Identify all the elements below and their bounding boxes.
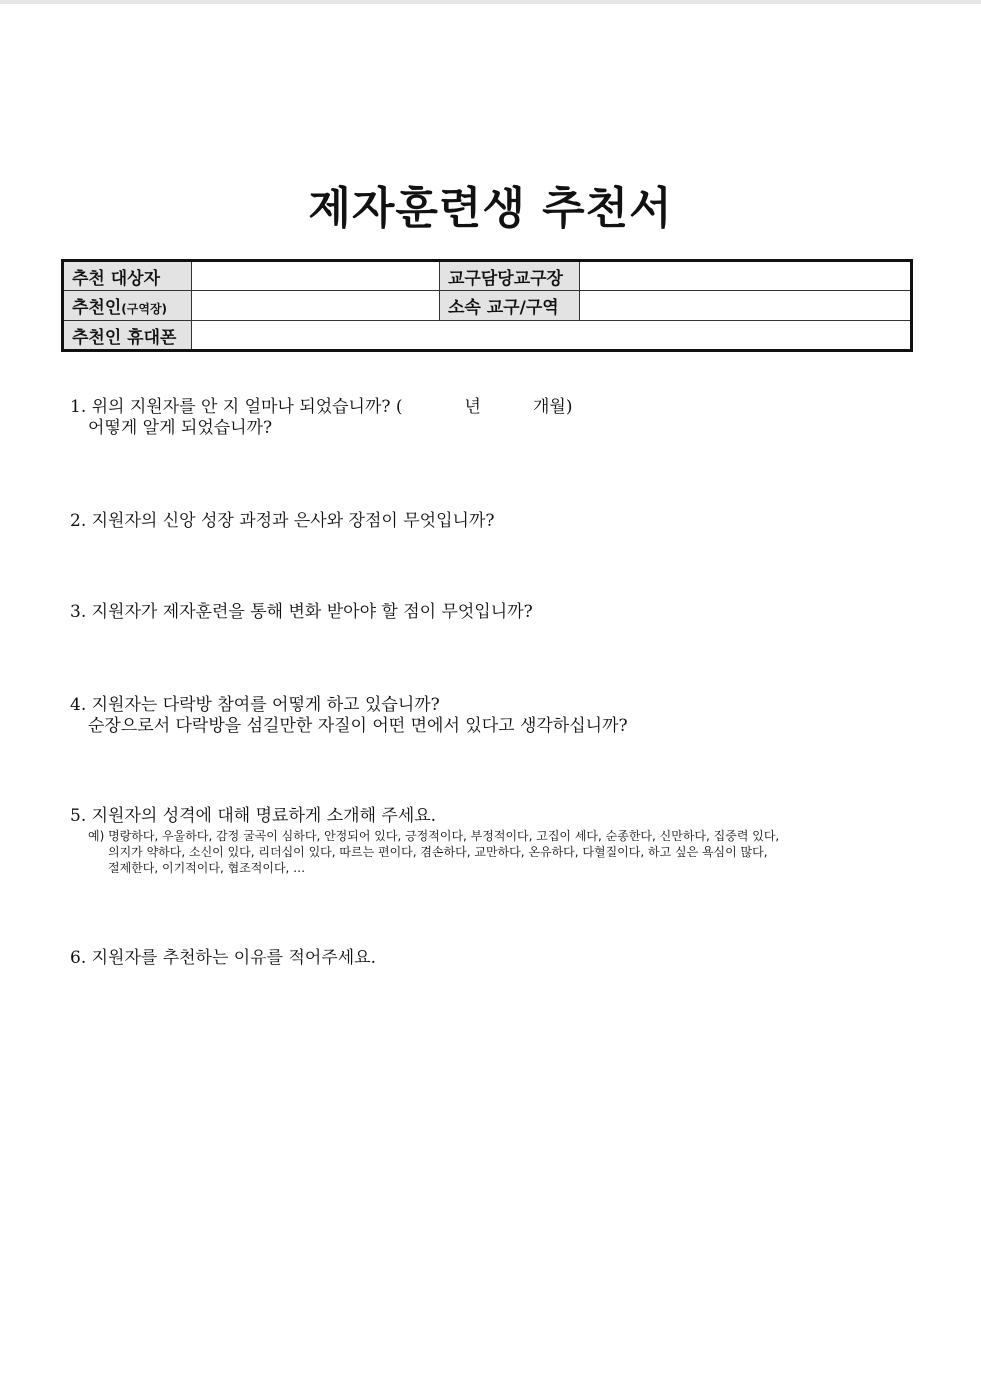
table-row (63, 321, 912, 351)
example-line: 절제한다, 이기적이다, 협조적이다, … (108, 861, 306, 875)
question-1 (70, 397, 930, 439)
question-1-text: 1. 위의 지원자를 안 지 얼마나 되었습니까? ( (70, 397, 403, 417)
month-unit: 개월) (532, 397, 573, 417)
question-3-line1: 3. 지원자가 제자훈련을 통해 변화 받아야 할 점이 무엇입니까? (70, 602, 533, 622)
question-4-line1: 4. 지원자는 다락방 참여를 어떻게 하고 있습니까? (70, 695, 440, 715)
question-6-line1: 6. 지원자를 추천하는 이유를 적어주세요. (70, 948, 376, 968)
year-unit: 년 (464, 397, 481, 417)
label-recommender-main: 추천인 (72, 298, 122, 318)
question-4 (70, 695, 930, 737)
label-recommender-small: (구역장) (121, 302, 168, 316)
table-row (63, 291, 912, 321)
recommender-field[interactable] (192, 291, 440, 321)
question-6 (70, 948, 930, 969)
question-5 (70, 806, 930, 827)
table-row (63, 261, 912, 291)
district-leader-field[interactable] (580, 261, 912, 291)
question-1-line2: 어떻게 알게 되었습니까? (88, 418, 273, 438)
question-2 (70, 511, 930, 532)
question-5-examples (88, 828, 908, 876)
recommendation-info-table (61, 259, 913, 352)
page-title: 제자훈련생 추천서 (308, 183, 673, 234)
label-affiliation: 소속 교구/구역 (440, 291, 580, 321)
question-2-line1: 2. 지원자의 신앙 성장 과정과 은사와 장점이 무엇입니까? (70, 511, 495, 531)
label-recommender-phone: 추천인 휴대폰 (63, 321, 192, 351)
label-recommender (63, 291, 192, 321)
question-3 (70, 602, 930, 623)
affiliation-field[interactable] (580, 291, 912, 321)
label-district-leader: 교구담당교구장 (440, 261, 580, 291)
top-border (0, 0, 981, 4)
example-line: 예) 명랑하다, 우울하다, 감정 굴곡이 심하다, 안정되어 있다, 긍정적이다, 부정적이다, 고집이 세다, 순종한다, 신만하다, 집중력 있다, (88, 829, 780, 843)
recommender-phone-field[interactable] (192, 321, 912, 351)
candidate-field[interactable] (192, 261, 440, 291)
question-1-line1 (70, 397, 930, 418)
label-candidate: 추천 대상자 (63, 261, 192, 291)
question-4-line2: 순장으로서 다락방을 섬길만한 자질이 어떤 면에서 있다고 생각하십니까? (88, 716, 628, 736)
example-line: 의지가 약하다, 소신이 있다, 리더십이 있다, 따르는 편이다, 겸손하다, 교만하다, 온유하다, 다혈질이다, 하고 싶은 욕심이 많다, (108, 845, 768, 859)
question-5-line1: 5. 지원자의 성격에 대해 명료하게 소개해 주세요. (70, 806, 437, 826)
